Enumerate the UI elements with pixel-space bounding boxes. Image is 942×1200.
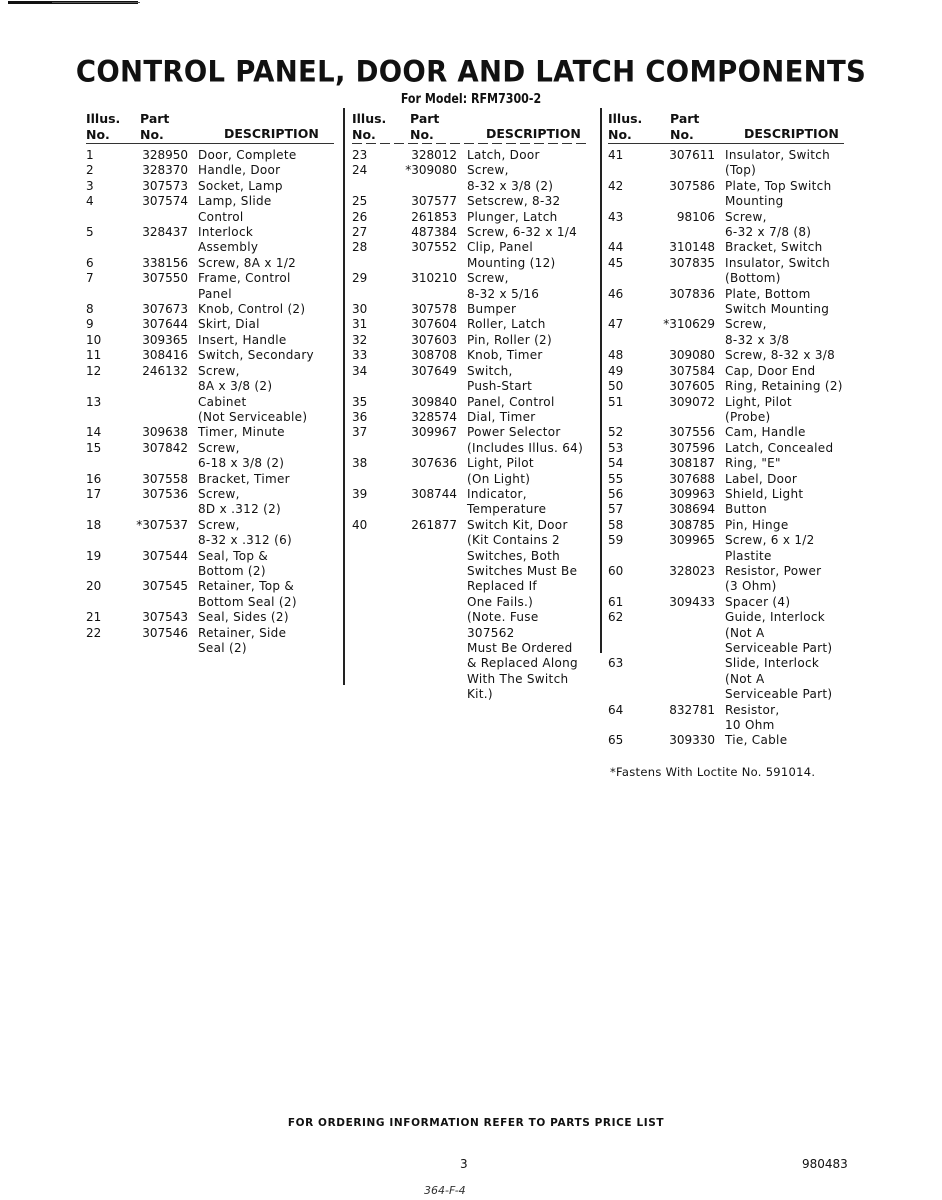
part-number: 307536 bbox=[142, 486, 188, 501]
part-description: Socket, Lamp bbox=[198, 178, 283, 193]
parts-row bbox=[86, 271, 334, 302]
part-no-header: Part No. bbox=[140, 111, 170, 142]
illus-number: 26 bbox=[352, 209, 368, 224]
part-description: Guide, Interlock (Not A Serviceable Part) bbox=[725, 610, 833, 655]
parts-row bbox=[86, 425, 334, 440]
illus-number: 5 bbox=[86, 225, 94, 240]
illus-number: 61 bbox=[608, 594, 624, 609]
parts-row bbox=[352, 333, 586, 348]
part-no-header: Part No. bbox=[410, 111, 440, 142]
part-description: Cabinet (Not Serviceable) bbox=[198, 394, 308, 424]
illus-number: 44 bbox=[608, 240, 624, 255]
part-description: Screw, 8-32 x 3/8 (2) bbox=[467, 163, 554, 193]
part-number: 307836 bbox=[669, 286, 715, 301]
illus-number: 35 bbox=[352, 394, 368, 409]
illus-number: 56 bbox=[608, 486, 624, 501]
part-number: 328574 bbox=[411, 409, 457, 424]
parts-row bbox=[86, 549, 334, 580]
illus-number: 48 bbox=[608, 348, 624, 363]
part-number: 328950 bbox=[142, 148, 188, 162]
part-description: Indicator, Temperature bbox=[467, 486, 547, 517]
parts-row bbox=[608, 395, 844, 426]
part-description: Label, Door bbox=[725, 471, 798, 486]
parts-list bbox=[608, 148, 844, 749]
parts-row bbox=[352, 395, 586, 410]
parts-row bbox=[608, 518, 844, 533]
part-number: 307552 bbox=[411, 240, 457, 255]
part-number: 307611 bbox=[669, 148, 715, 162]
parts-row bbox=[608, 317, 844, 348]
parts-row bbox=[86, 333, 334, 348]
part-number: 307573 bbox=[142, 178, 188, 193]
illus-no-header: Illus. No. bbox=[352, 111, 387, 142]
part-number: 307842 bbox=[142, 440, 188, 455]
illus-number: 25 bbox=[352, 194, 368, 209]
top-edge-rule-secondary bbox=[52, 2, 140, 3]
part-number: 307603 bbox=[411, 332, 457, 347]
parts-row bbox=[352, 240, 586, 271]
parts-row bbox=[352, 364, 586, 395]
illus-number: 33 bbox=[352, 348, 368, 363]
part-number: 309072 bbox=[669, 394, 715, 409]
part-number: 310210 bbox=[411, 271, 457, 286]
illus-number: 51 bbox=[608, 394, 624, 409]
part-description: Skirt, Dial bbox=[198, 317, 260, 332]
description-header: DESCRIPTION bbox=[224, 126, 319, 141]
column-divider-1 bbox=[343, 108, 345, 685]
part-description: Pin, Hinge bbox=[725, 517, 789, 532]
part-description: Screw, 8A x 3/8 (2) bbox=[198, 363, 273, 394]
parts-row bbox=[608, 425, 844, 440]
description-header: DESCRIPTION bbox=[486, 126, 581, 141]
part-description: Screw, 8-32 x 5/16 bbox=[467, 271, 540, 301]
parts-row bbox=[608, 472, 844, 487]
parts-row bbox=[86, 626, 334, 657]
part-number bbox=[126, 395, 188, 426]
parts-row bbox=[608, 256, 844, 287]
illus-number: 8 bbox=[86, 302, 94, 317]
part-description: Resistor, 10 Ohm bbox=[725, 702, 780, 733]
part-description: Bracket, Timer bbox=[198, 471, 290, 486]
parts-row bbox=[352, 194, 586, 209]
illus-number: 57 bbox=[608, 502, 624, 517]
part-number: 307596 bbox=[669, 440, 715, 455]
column-header bbox=[608, 111, 844, 145]
part-description: Light, Pilot (Probe) bbox=[725, 394, 792, 424]
part-description: Screw, 8A x 1/2 bbox=[198, 255, 297, 270]
part-description: Clip, Panel Mounting (12) bbox=[467, 240, 556, 270]
part-description: Knob, Control (2) bbox=[198, 302, 306, 317]
part-description: Screw, 6 x 1/2 Plastite bbox=[725, 533, 815, 563]
part-description: Panel, Control bbox=[467, 394, 555, 409]
parts-row bbox=[86, 395, 334, 426]
parts-row bbox=[608, 348, 844, 363]
illus-number: 16 bbox=[86, 471, 102, 486]
parts-row bbox=[352, 487, 586, 518]
header-rule bbox=[352, 143, 586, 144]
part-number: 246132 bbox=[142, 363, 188, 378]
part-description: Latch, Door bbox=[467, 148, 540, 162]
illus-number: 40 bbox=[352, 517, 368, 532]
parts-row bbox=[608, 564, 844, 595]
part-number: 307644 bbox=[142, 317, 188, 332]
illus-number: 23 bbox=[352, 148, 368, 162]
part-description: Frame, Control Panel bbox=[198, 271, 291, 301]
parts-row bbox=[86, 348, 334, 363]
illus-number: 19 bbox=[86, 548, 102, 563]
part-number bbox=[648, 656, 715, 702]
illus-number: 58 bbox=[608, 517, 624, 532]
parts-row bbox=[86, 179, 334, 194]
part-number: 307556 bbox=[669, 425, 715, 440]
part-description: Seal, Top & Bottom (2) bbox=[198, 548, 269, 578]
illus-number: 14 bbox=[86, 425, 102, 440]
part-number: 307574 bbox=[142, 194, 188, 209]
part-description: Cap, Door End bbox=[725, 363, 816, 378]
illus-number: 64 bbox=[608, 702, 624, 717]
part-number: 307604 bbox=[411, 317, 457, 332]
part-description: Spacer (4) bbox=[725, 594, 791, 609]
header-rule bbox=[86, 143, 334, 144]
part-description: Cam, Handle bbox=[725, 425, 806, 440]
part-description: Ring, Retaining (2) bbox=[725, 379, 843, 394]
part-description: Insulator, Switch (Top) bbox=[725, 148, 831, 178]
parts-column-3 bbox=[608, 111, 844, 749]
illus-number: 31 bbox=[352, 317, 368, 332]
part-number: 308744 bbox=[411, 486, 457, 501]
part-description: Ring, "E" bbox=[725, 456, 781, 471]
illus-number: 55 bbox=[608, 471, 624, 486]
part-number: 307543 bbox=[142, 610, 188, 625]
illus-number: 38 bbox=[352, 456, 368, 471]
part-number: *307537 bbox=[136, 517, 188, 532]
illus-number: 28 bbox=[352, 240, 368, 255]
column-header bbox=[86, 111, 334, 145]
part-description: Screw, 6-18 x 3/8 (2) bbox=[198, 440, 285, 471]
part-number bbox=[648, 610, 715, 656]
parts-row bbox=[608, 733, 844, 748]
illus-number: 54 bbox=[608, 456, 624, 471]
part-number: 307586 bbox=[669, 178, 715, 193]
part-number: 309638 bbox=[142, 425, 188, 440]
part-number: 261877 bbox=[411, 517, 457, 532]
illus-number: 41 bbox=[608, 148, 624, 162]
part-number: 328437 bbox=[142, 225, 188, 240]
part-description: Interlock Assembly bbox=[198, 225, 259, 255]
parts-row bbox=[86, 256, 334, 271]
parts-row bbox=[86, 441, 334, 472]
illus-number: 32 bbox=[352, 332, 368, 347]
part-no-header: Part No. bbox=[670, 111, 700, 142]
part-description: Switch, Secondary bbox=[198, 348, 314, 363]
column-header bbox=[352, 111, 586, 145]
parts-row bbox=[86, 317, 334, 332]
ordering-note: FOR ORDERING INFORMATION REFER TO PARTS PRICE LIST bbox=[287, 1117, 665, 1129]
illus-no-header: Illus. No. bbox=[86, 111, 121, 142]
part-description: Plate, Bottom Switch Mounting bbox=[725, 286, 830, 317]
illus-number: 36 bbox=[352, 409, 368, 424]
page-title: CONTROL PANEL, DOOR AND LATCH COMPONENTS bbox=[75, 54, 867, 90]
illus-number: 45 bbox=[608, 255, 624, 270]
illus-number: 42 bbox=[608, 178, 624, 193]
parts-row bbox=[608, 533, 844, 564]
parts-row bbox=[86, 610, 334, 625]
parts-row bbox=[86, 163, 334, 178]
part-description: Button bbox=[725, 502, 767, 517]
part-description: Latch, Concealed bbox=[725, 440, 834, 455]
parts-column-2 bbox=[352, 111, 586, 703]
parts-row bbox=[608, 210, 844, 241]
part-number: 309840 bbox=[411, 394, 457, 409]
parts-row bbox=[352, 456, 586, 487]
page-number: 3 bbox=[460, 1157, 468, 1171]
part-number: 832781 bbox=[669, 702, 715, 717]
part-number: 308416 bbox=[142, 348, 188, 363]
part-number: *309080 bbox=[405, 163, 457, 178]
part-number: 309967 bbox=[411, 425, 457, 440]
part-number: 307578 bbox=[411, 302, 457, 317]
part-number: 309965 bbox=[669, 533, 715, 548]
parts-row bbox=[86, 518, 334, 549]
parts-column-1 bbox=[86, 111, 334, 656]
document-number: 980483 bbox=[802, 1157, 848, 1171]
column-divider-2 bbox=[600, 108, 602, 653]
part-description: Lamp, Slide Control bbox=[198, 194, 272, 224]
illus-number: 4 bbox=[86, 194, 94, 209]
parts-row bbox=[352, 271, 586, 302]
part-number: 307649 bbox=[411, 363, 457, 378]
part-description: Tie, Cable bbox=[725, 733, 788, 748]
illus-number: 34 bbox=[352, 363, 368, 378]
illus-number: 53 bbox=[608, 440, 624, 455]
part-number: 308708 bbox=[411, 348, 457, 363]
parts-row bbox=[608, 379, 844, 394]
part-description: Screw, 6-32 x 7/8 (8) bbox=[725, 209, 812, 240]
illus-number: 60 bbox=[608, 563, 624, 578]
part-number: 307584 bbox=[669, 363, 715, 378]
part-description: Seal, Sides (2) bbox=[198, 610, 289, 625]
part-number: 308694 bbox=[669, 502, 715, 517]
description-header: DESCRIPTION bbox=[744, 126, 839, 141]
parts-row bbox=[86, 487, 334, 518]
part-description: Switch, Push-Start bbox=[467, 363, 533, 394]
part-number: 338156 bbox=[142, 255, 188, 270]
illus-number: 50 bbox=[608, 379, 624, 394]
parts-list bbox=[86, 148, 334, 656]
part-number: 308187 bbox=[669, 456, 715, 471]
parts-row bbox=[352, 163, 586, 194]
parts-row bbox=[608, 502, 844, 517]
part-number: 309963 bbox=[669, 486, 715, 501]
illus-number: 52 bbox=[608, 425, 624, 440]
part-number: 487384 bbox=[411, 225, 457, 240]
parts-row bbox=[86, 225, 334, 256]
part-number: 307550 bbox=[142, 271, 188, 286]
illus-number: 18 bbox=[86, 517, 102, 532]
parts-row bbox=[608, 456, 844, 471]
illus-number: 21 bbox=[86, 610, 102, 625]
part-description: Retainer, Side Seal (2) bbox=[198, 625, 287, 655]
parts-row bbox=[608, 610, 844, 656]
part-number: 307546 bbox=[142, 625, 188, 640]
handwritten-note: 364-F-4 bbox=[424, 1184, 466, 1197]
parts-row bbox=[608, 656, 844, 702]
part-number: *310629 bbox=[663, 317, 715, 332]
part-number: 307688 bbox=[669, 471, 715, 486]
parts-row bbox=[352, 518, 586, 703]
part-description: Insulator, Switch (Bottom) bbox=[725, 255, 831, 286]
parts-row bbox=[86, 302, 334, 317]
part-description: Dial, Timer bbox=[467, 409, 536, 424]
illus-number: 49 bbox=[608, 363, 624, 378]
illus-no-header: Illus. No. bbox=[608, 111, 643, 142]
parts-row bbox=[352, 302, 586, 317]
parts-row bbox=[608, 287, 844, 318]
part-number: 309365 bbox=[142, 332, 188, 347]
part-description: Plunger, Latch bbox=[467, 209, 558, 224]
illus-number: 46 bbox=[608, 286, 624, 301]
parts-row bbox=[608, 240, 844, 255]
part-description: Bracket, Switch bbox=[725, 240, 823, 255]
part-description: Resistor, Power (3 Ohm) bbox=[725, 563, 822, 594]
part-number: 307673 bbox=[142, 302, 188, 317]
illus-number: 3 bbox=[86, 178, 94, 193]
parts-row bbox=[352, 425, 586, 456]
part-description: Screw, 6-32 x 1/4 bbox=[467, 225, 578, 240]
part-description: Screw, 8-32 x 3/8 bbox=[725, 317, 790, 347]
illus-number: 39 bbox=[352, 486, 368, 501]
part-description: Screw, 8D x .312 (2) bbox=[198, 486, 282, 517]
illus-number: 65 bbox=[608, 733, 624, 748]
part-number: 98106 bbox=[676, 209, 715, 224]
parts-row bbox=[352, 148, 586, 163]
part-number: 307835 bbox=[669, 255, 715, 270]
part-description: Switch Kit, Door (Kit Contains 2 Switches, Both Switches Must Be Replaced If One Fails.) (Note. Fuse 307562 Must Be Ordered & Replaced Along With The Switch Kit.) bbox=[467, 517, 578, 702]
parts-row bbox=[608, 487, 844, 502]
part-description: Bumper bbox=[467, 302, 517, 317]
parts-row bbox=[352, 410, 586, 425]
part-description: Slide, Interlock (Not A Serviceable Part) bbox=[725, 656, 833, 702]
illus-number: 1 bbox=[86, 148, 94, 162]
parts-row bbox=[608, 148, 844, 179]
illus-number: 43 bbox=[608, 209, 624, 224]
part-number: 261853 bbox=[411, 209, 457, 224]
parts-row bbox=[352, 317, 586, 332]
parts-row bbox=[608, 703, 844, 734]
part-description: Roller, Latch bbox=[467, 317, 546, 332]
illus-number: 2 bbox=[86, 163, 94, 178]
illus-number: 27 bbox=[352, 225, 368, 240]
part-number: 328012 bbox=[411, 148, 457, 162]
part-description: Screw, 8-32 x .312 (6) bbox=[198, 517, 292, 548]
parts-row bbox=[608, 441, 844, 456]
footnote: *Fastens With Loctite No. 591014. bbox=[610, 765, 816, 779]
parts-row bbox=[86, 364, 334, 395]
model-subtitle: For Model: RFM7300-2 bbox=[400, 91, 542, 107]
parts-row bbox=[608, 179, 844, 210]
part-description: Screw, 8-32 x 3/8 bbox=[725, 348, 836, 363]
part-number: 307545 bbox=[142, 579, 188, 594]
part-number: 307636 bbox=[411, 456, 457, 471]
part-number: 309433 bbox=[669, 594, 715, 609]
illus-number: 47 bbox=[608, 317, 624, 332]
part-description: Handle, Door bbox=[198, 163, 281, 178]
part-description: Retainer, Top & Bottom Seal (2) bbox=[198, 579, 297, 609]
part-description: Plate, Top Switch Mounting bbox=[725, 178, 832, 209]
part-number: 310148 bbox=[669, 240, 715, 255]
header-rule bbox=[608, 143, 844, 144]
part-description: Pin, Roller (2) bbox=[467, 332, 552, 347]
illus-number: 59 bbox=[608, 533, 624, 548]
parts-row bbox=[86, 472, 334, 487]
part-number: 328023 bbox=[669, 563, 715, 578]
illus-number: 15 bbox=[86, 440, 102, 455]
part-description: Light, Pilot (On Light) bbox=[467, 456, 534, 486]
parts-row bbox=[352, 348, 586, 363]
parts-row bbox=[352, 225, 586, 240]
illus-number: 13 bbox=[86, 394, 102, 409]
part-number: 307577 bbox=[411, 194, 457, 209]
part-description: Knob, Timer bbox=[467, 348, 543, 363]
illus-number: 37 bbox=[352, 425, 368, 440]
illus-number: 24 bbox=[352, 163, 368, 178]
illus-number: 29 bbox=[352, 271, 368, 286]
illus-number: 12 bbox=[86, 363, 102, 378]
part-number: 309080 bbox=[669, 348, 715, 363]
part-description: Shield, Light bbox=[725, 486, 804, 501]
part-description: Setscrew, 8-32 bbox=[467, 194, 561, 209]
part-description: Insert, Handle bbox=[198, 332, 287, 347]
illus-number: 30 bbox=[352, 302, 368, 317]
part-number: 308785 bbox=[669, 517, 715, 532]
parts-row bbox=[352, 210, 586, 225]
illus-number: 17 bbox=[86, 486, 102, 501]
parts-row bbox=[86, 579, 334, 610]
parts-row bbox=[608, 595, 844, 610]
part-number: 307558 bbox=[142, 471, 188, 486]
part-number: 307544 bbox=[142, 548, 188, 563]
illus-number: 20 bbox=[86, 579, 102, 594]
illus-number: 62 bbox=[608, 610, 624, 625]
part-description: Door, Complete bbox=[198, 148, 297, 162]
illus-number: 22 bbox=[86, 625, 102, 640]
parts-row bbox=[86, 148, 334, 163]
part-number: 309330 bbox=[669, 733, 715, 748]
parts-list bbox=[352, 148, 586, 703]
illus-number: 11 bbox=[86, 348, 102, 363]
illus-number: 63 bbox=[608, 656, 624, 671]
illus-number: 10 bbox=[86, 332, 102, 347]
part-number: 307605 bbox=[669, 379, 715, 394]
part-number: 328370 bbox=[142, 163, 188, 178]
illus-number: 7 bbox=[86, 271, 94, 286]
part-description: Timer, Minute bbox=[198, 425, 285, 440]
parts-row bbox=[86, 194, 334, 225]
illus-number: 6 bbox=[86, 255, 94, 270]
parts-row bbox=[608, 364, 844, 379]
illus-number: 9 bbox=[86, 317, 94, 332]
part-description: Power Selector (Includes Illus. 64) bbox=[467, 425, 584, 455]
